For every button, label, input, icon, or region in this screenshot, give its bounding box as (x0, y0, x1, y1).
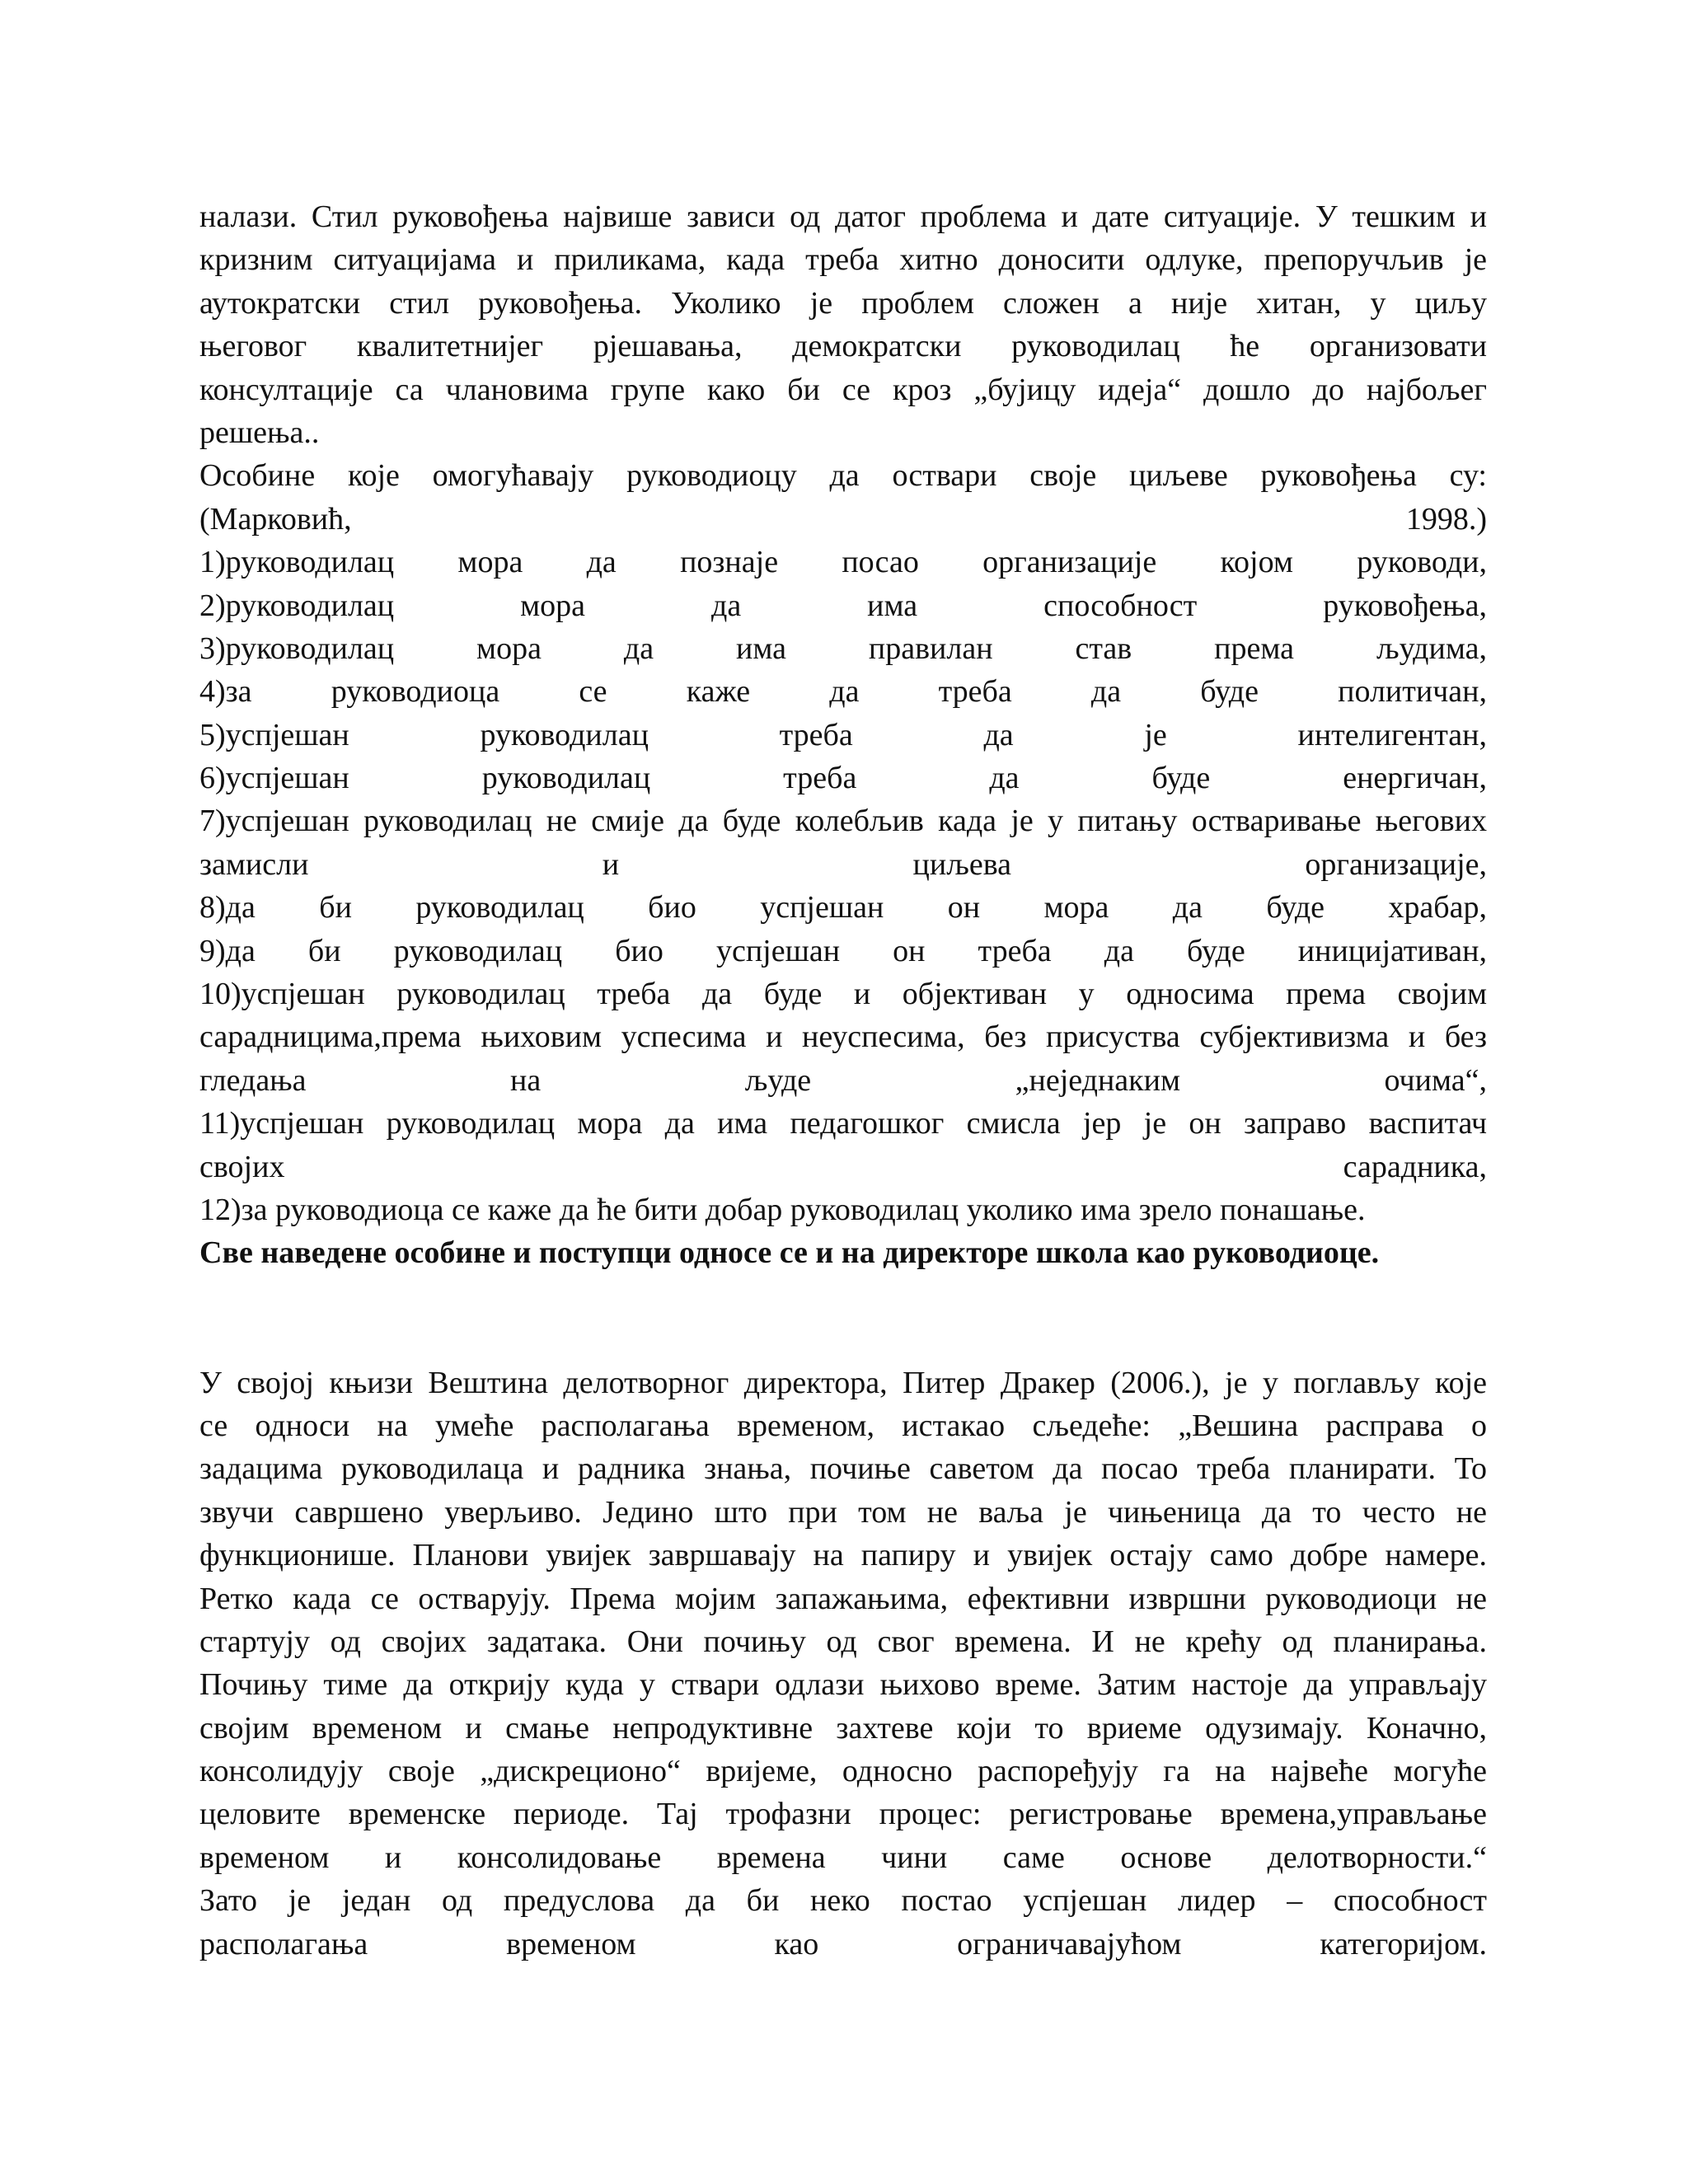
paragraph-leadership-style (199, 195, 1487, 454)
list-item: својих сарадника, (199, 1149, 1487, 1184)
text-line: Ретко када се остварују. Према мојим запажањима, ефективни извршни руководиоци не (199, 1581, 1487, 1616)
paragraph-gap (199, 1275, 1487, 1361)
list-item: 2)руководилац мора да има способност руковођења, (199, 588, 1487, 623)
text-line: располагања временом као ограничавајућом категоријом. (199, 1926, 1487, 1961)
list-item: 11)успјешан руководилац мора да има педагошког смисла јер је он заправо васпитач (199, 1106, 1487, 1141)
list-item: 6)успјешан руководилац треба да буде енергичан, (199, 761, 1487, 796)
list-item: 8)да би руководилац био успјешан он мора да буде храбар, (199, 890, 1487, 926)
list-item: 9)да би руководилац био успјешан он треба да буде иницијативан, (199, 933, 1487, 968)
text-line: Зато је један од предуслова да би неко постао успјешан лидер – способност (199, 1883, 1487, 1919)
text-line: стартују од својих задатака. Они почињу од свог времена. И не крећу од планирања. (199, 1624, 1487, 1659)
text-line: консултације са члановима групе како би се кроз „бујицу идеја“ дошло до најбољег (199, 372, 1487, 407)
text-line: Почињу тиме да открију куда у ствари одлази њихово време. Затим настоје да управљају (199, 1667, 1487, 1703)
text-line: задацима руководилаца и радника знања, почиње саветом да посао треба планирати. То (199, 1451, 1487, 1487)
text-line: У својој књизи Вештина делотворног директора, Питер Дракер (2006.), је у поглављу које (199, 1365, 1487, 1400)
list-item: 4)за руководиоца се каже да треба да буде политичан, (199, 674, 1487, 710)
text-line: решења.. (199, 415, 320, 450)
paragraph-drucker-quote (199, 1361, 1487, 1966)
text-line: се односи на умеће располагања временом, истакао сљедеће: „Вешина расправа о (199, 1408, 1487, 1443)
list-item: гледања на људе „неједнаким очима“, (199, 1062, 1487, 1098)
text-line: временом и консолидовање времена чини саме основе делотворности.“ (199, 1840, 1487, 1875)
text-line: својим временом и смање непродуктивне захтеве који то вриеме одузимају. Коначно, (199, 1710, 1487, 1746)
list-item: 7)успјешан руководилац не смије да буде колебљив када је у питању остваривање његових (199, 804, 1487, 839)
text-line: његовог квалитетнијег рјешавања, демократски руководилац ће организовати (199, 329, 1487, 364)
text-line: консолидују своје „дискреционо“ вријеме, односно распоређују га на највеће могуће (199, 1754, 1487, 1789)
text-line: звучи савршено уверљиво. Једино што при том не ваља је чињеница да то често не (199, 1494, 1487, 1530)
text-line: аутократски стил руковођења. Уколико је проблем сложен а није хитан, у циљу (199, 285, 1487, 321)
paragraph-leader-traits (199, 454, 1487, 1274)
text-line: целовите временске периоде. Тај трофазни процес: регистровање времена,управљање (199, 1797, 1487, 1832)
text-line: функционише. Планови увијек завршавају на папиру и увијек остају само добре намере. (199, 1538, 1487, 1573)
list-item: 1)руководилац мора да познаје посао организације којом руководи, (199, 545, 1487, 580)
list-item: сарадницима,према њиховим успесима и неуспесима, без присуства субјективизма и без (199, 1019, 1487, 1055)
bold-statement: Све наведене особине и поступци односе се и на директоре школа као руководиоце. (199, 1235, 1380, 1271)
text-line: налази. Стил руковођења највише зависи од датог проблема и дате ситуације. У тешким и (199, 199, 1487, 234)
text-line: (Марковић, 1998.) (199, 501, 1487, 537)
list-item: 5)успјешан руководилац треба да је интелигентан, (199, 717, 1487, 752)
text-line: Особине које омогућавају руководиоцу да оствари своје циљеве руковођења су: (199, 458, 1487, 494)
list-item: 12)за руководиоца се каже да ће бити добар руководилац уколико има зрело понашање. (199, 1192, 1366, 1227)
list-item: 3)руководилац мора да има правилан став према људима, (199, 630, 1487, 666)
list-item: 10)успјешан руководилац треба да буде и објективан у односима према својим (199, 977, 1487, 1012)
document-body (199, 195, 1487, 1966)
list-item: замисли и циљева организације, (199, 846, 1487, 882)
text-line: кризним ситуацијама и приликама, када треба хитно доносити одлуке, препоручљив је (199, 242, 1487, 278)
